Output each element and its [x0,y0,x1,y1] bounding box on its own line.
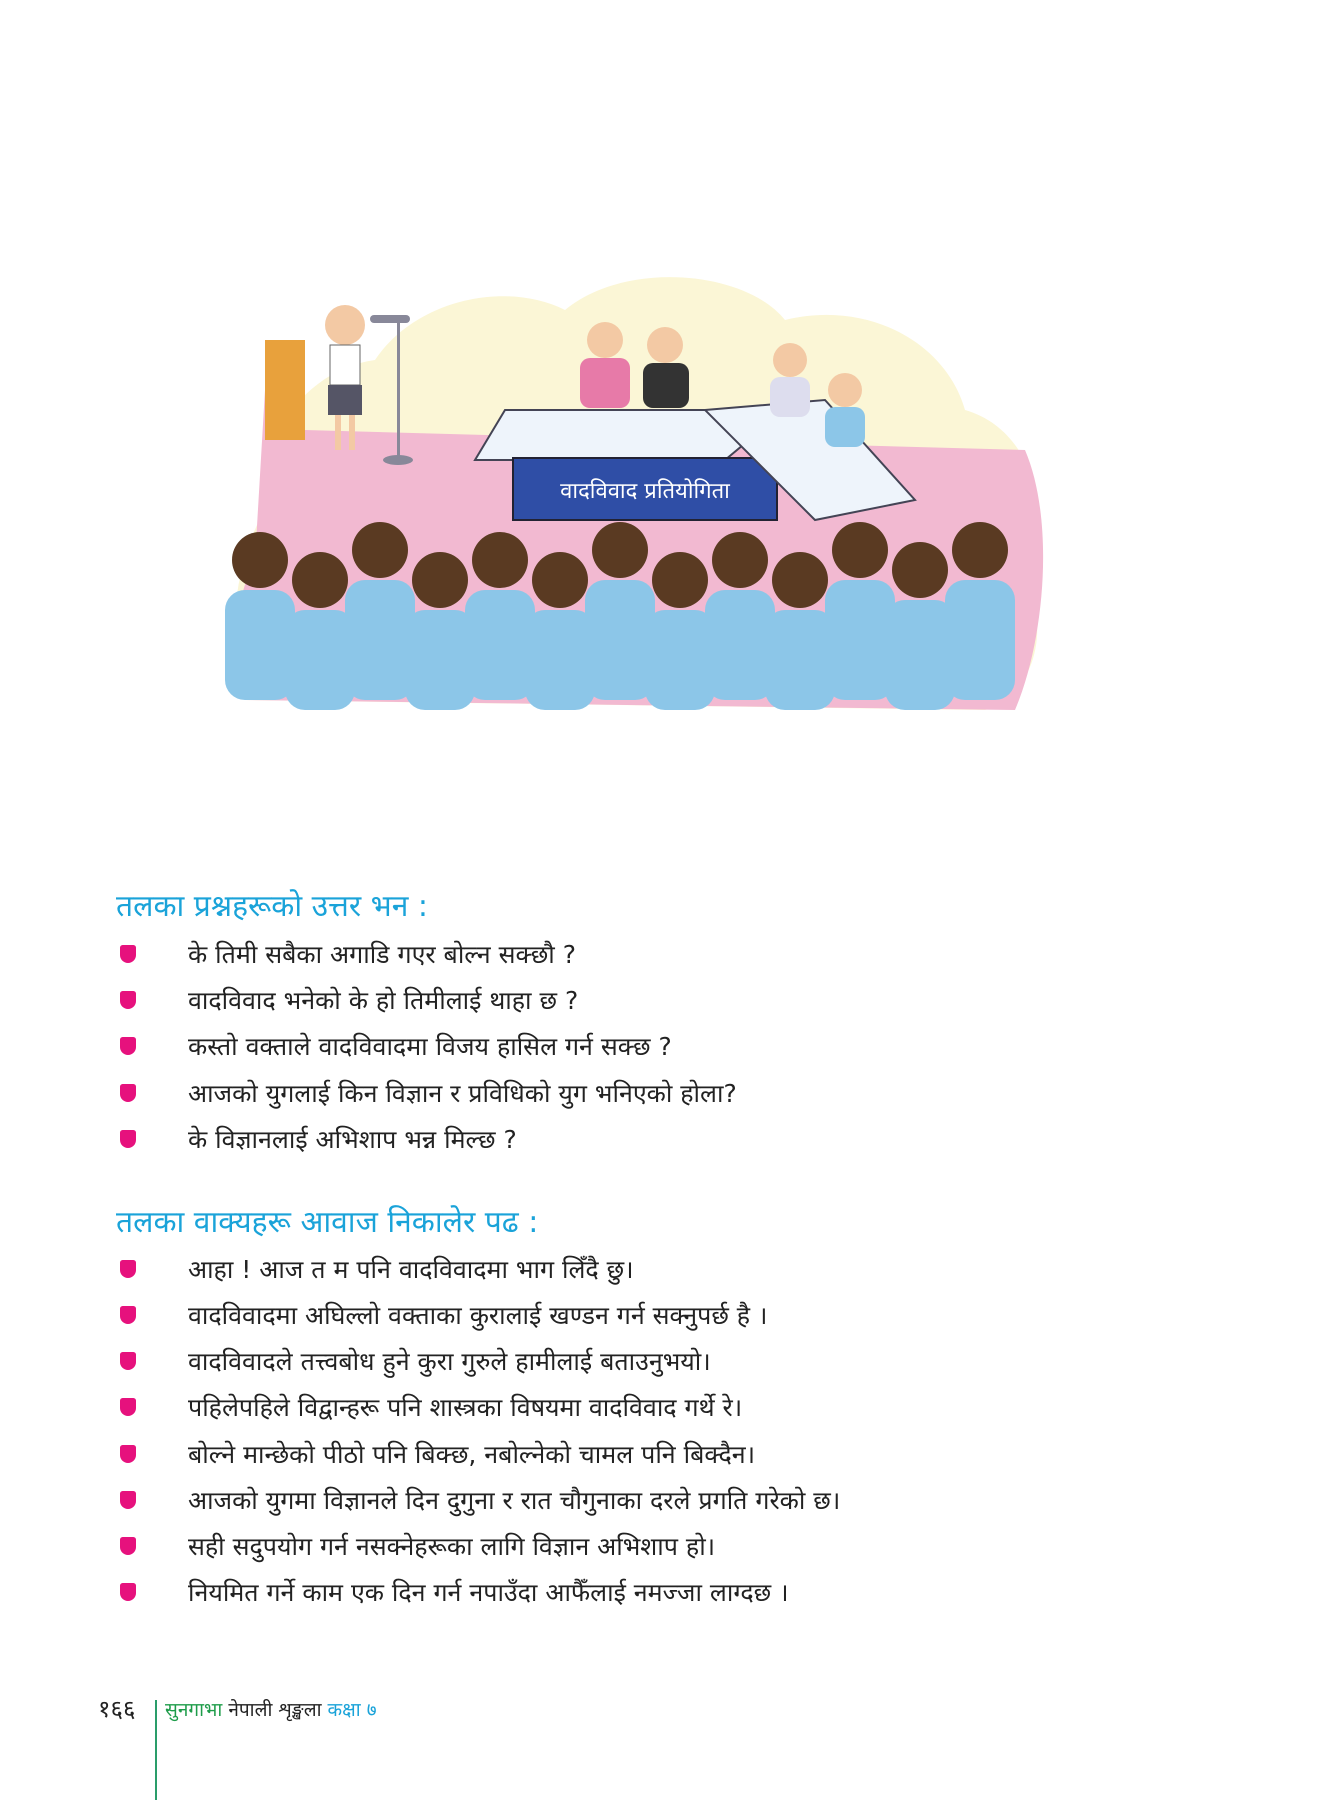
list-item: वादविवादमा अघिल्लो वक्ताका कुरालाई खण्डन गर्न सक्नुपर्छ है । [120,1295,768,1335]
list-item: के विज्ञानलाई अभिशाप भन्न मिल्छ ? [120,1119,517,1159]
list-item: के तिमी सबैका अगाडि गएर बोल्न सक्छौ ? [120,934,576,974]
list-item: वादविवाद भनेको के हो तिमीलाई थाहा छ ? [120,980,578,1020]
list-item: वादविवादले तत्त्वबोध हुने कुरा गुरुले हामीलाई बताउनुभयो। [120,1341,711,1381]
bullet-icon [120,1583,136,1601]
list-item: बोल्ने मान्छेको पीठो पनि बिक्छ, नबोल्नेको चामल पनि बिक्दैन। [120,1434,755,1474]
bullet-icon [120,1537,136,1555]
bullet-icon [120,1491,136,1509]
list-item: नियमित गर्ने काम एक दिन गर्न नपाउँदा आफैँलाई नमज्जा लाग्दछ । [120,1572,789,1612]
bullet-icon [120,991,136,1009]
debate-competition-illustration [225,260,1055,720]
wall-frame [265,340,305,440]
bullet-icon [120,945,136,963]
bullet-icon [120,1084,136,1102]
list-item: सही सदुपयोग गर्न नसक्नेहरूका लागि विज्ञान अभिशाप हो। [120,1526,715,1566]
bullet-icon [120,1306,136,1324]
list-item: पहिलेपहिले विद्वान्हरू पनि शास्त्रका विषयमा वादविवाद गर्थे रे। [120,1387,742,1427]
footer-title [165,1696,377,1722]
list-item: आहा ! आज त म पनि वादविवादमा भाग लिँदै छु। [120,1249,634,1289]
list-item: आजको युगमा विज्ञानले दिन दुगुना र रात चौगुनाका दरले प्रगति गरेको छ। [120,1480,840,1520]
footer-class: कक्षा ७ [327,1699,377,1721]
bullet-icon [120,1037,136,1055]
section2-heading: तलका वाक्यहरू आवाज निकालेर पढ : [116,1205,539,1240]
list-item: कस्तो वक्ताले वादविवादमा विजय हासिल गर्न सक्छ ? [120,1026,672,1066]
page-number: १६६ [98,1695,136,1723]
footer-divider [155,1700,157,1800]
bullet-icon [120,1398,136,1416]
bullet-icon [120,1445,136,1463]
banner-text: वादविवाद प्रतियोगिता [560,479,730,504]
bullet-icon [120,1260,136,1278]
list-item: आजको युगलाई किन विज्ञान र प्रविधिको युग भनिएको होला? [120,1073,737,1113]
footer-brand: सुनगाभा [165,1699,223,1721]
section1-heading: तलका प्रश्नहरूको उत्तर भन : [116,889,429,924]
footer-series: नेपाली शृङ्खला [228,1699,322,1721]
bullet-icon [120,1352,136,1370]
bullet-icon [120,1130,136,1148]
